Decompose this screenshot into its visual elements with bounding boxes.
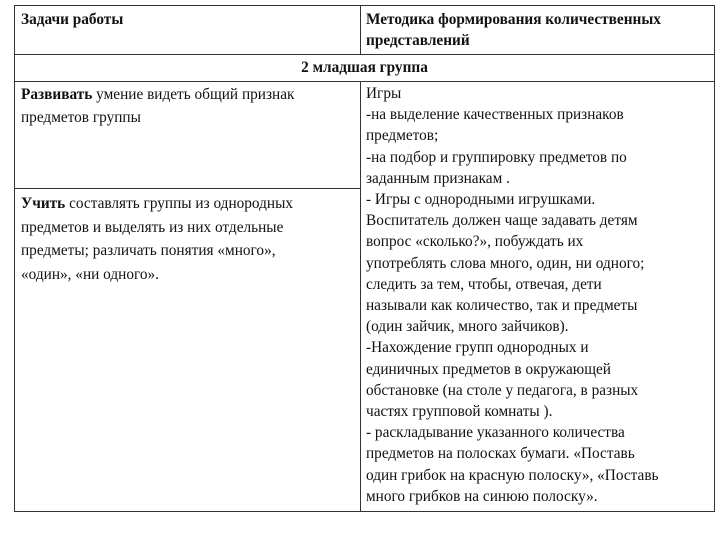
task-2-verb: Учить: [21, 195, 66, 212]
methodology-line: один грибок на красную полоску», «Поставь: [366, 466, 659, 484]
row-divider-group: [15, 81, 714, 82]
header-methodology-line2: представлений: [366, 32, 470, 50]
methodology-line: единичных предметов в окружающей: [366, 360, 611, 378]
header-methodology-line1: Методика формирования количественных: [366, 11, 661, 28]
methodology-line: частях групповой комнаты ).: [366, 403, 553, 421]
methodology-line: заданным признакам .: [366, 169, 510, 187]
methodology-line: много грибков на синюю полоску».: [366, 487, 598, 505]
methodology-line: вопрос «сколько?», побуждать их: [366, 233, 584, 251]
methodology-line: следить за тем, чтобы, отвечая, дети: [366, 275, 602, 293]
methodology-line: (один зайчик, много зайчиков).: [366, 318, 569, 336]
methodology-line: предметов;: [366, 127, 439, 145]
task-1-line2: предметов группы: [21, 109, 141, 126]
methodology-line: -Нахождение групп однородных и: [366, 339, 589, 357]
methodology-line: обстановке (на столе у педагога, в разных: [366, 381, 639, 399]
task-2-line3: предметы; различать понятия «много»,: [21, 242, 276, 259]
column-divider-body: [360, 81, 361, 512]
methodology-line: - Игры с однородными игрушками.: [366, 191, 596, 209]
methodology-content: [366, 83, 711, 507]
methodology-line: - раскладывание указанного количества: [366, 424, 625, 442]
task-1-line1: [21, 83, 357, 106]
task-1-verb: Развивать: [21, 86, 93, 103]
methodology-table: [14, 5, 715, 512]
methodology-line: употреблять слова много, один, ни одного;: [366, 254, 645, 272]
header-methodology: [366, 9, 711, 52]
column-divider-header: [360, 6, 361, 54]
group-title: 2 младшая группа: [301, 59, 428, 76]
methodology-line: -на выделение качественных признаков: [366, 106, 624, 124]
header-tasks: Задачи работы: [21, 11, 124, 28]
task-2: [21, 192, 357, 286]
row-divider-header: [15, 54, 714, 55]
methodology-line: Игры: [366, 85, 402, 102]
task-2-line4: «один», «ни одного».: [21, 265, 159, 283]
methodology-line: называли как количество, так и предметы: [366, 297, 638, 315]
task-2-text: составлять группы из однородных: [65, 195, 294, 212]
methodology-line: Воспитатель должен чаще задавать детям: [366, 212, 638, 230]
methodology-line: -на подбор и группировку предметов по: [366, 148, 627, 166]
row-divider-tasks: [15, 188, 360, 189]
task-1: [21, 83, 357, 129]
task-1-text: умение видеть общий признак: [92, 86, 295, 103]
task-2-line1: [21, 192, 357, 216]
methodology-line: предметов на полосках бумаги. «Поставь: [366, 445, 635, 463]
task-2-line2: предметов и выделять из них отдельные: [21, 218, 284, 236]
